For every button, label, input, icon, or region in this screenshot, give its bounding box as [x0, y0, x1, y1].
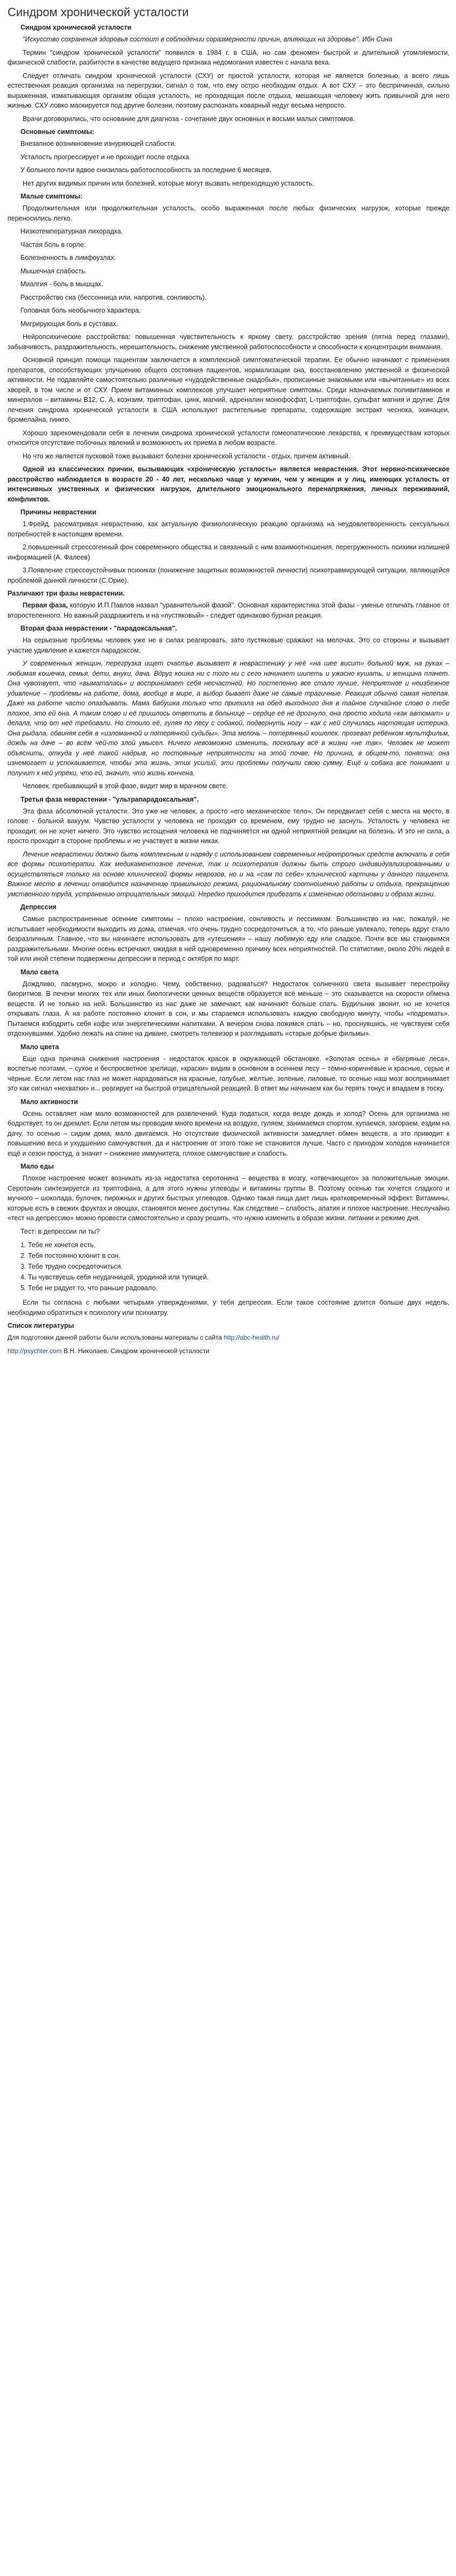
food-text: Плохое настроение может возникать из-за недостатка серотонина – вещества в мозгу, «отвечающего» за положительные эмоции. Серотонин синтезируется из триптофана, а для этого нужны углеводы и витамины группы В. Поэтому осенью так хочется сладкого и мучного – шоколада, булочек, пирожных и других быстрых углеводов. Однако такая пища дает лишь кратковременный эффект. Витамины, которые есть в свежих фруктах и овощах, становятся менее доступны. Как следствие – слабость, апатия и плохое настроение. Неслучайно «тест на депрессию» можно провести самостоятельно и сразу решить, что нужно изменить в образе жизни, питании и режиме дня. — [8, 1174, 450, 1222]
activity-text: Осень оставляет нам мало возможностей для развлечений. Куда податься, когда везде дождь и холод? Осень для организма не бодрствует, то он дремлет. Если летом мы проводим много времени на воздухе, гуляем, занимаемся спортом, купаемся, загораем, ездим на дачу, то осенью – сидим дома, мало двигаемся. Но отсутствие физической активности замедляет обмен веществ, а это приводит к повышению веса и ухудшению самочувствия, да и настроение от этого тоже не становится лучше. Часто с приходом холодов начинается ещё и сезон простуд, а значит – снижение иммунитета, плохое самочувствие и слабость. — [8, 1109, 450, 1157]
paragraph-6: Основной принцип помощи пациентам заключается в комплексной симптоматической терапии. Ее обычно начинают с применения препаратов, способствующих улучшению общего состояния пациентов, нормализации сна, восстановлению умственной и физической активности. Не подавляйте самостоятельно различные «чудодейственные снадобья», прописанные знакомыми или «вычитанные» из всех хворей, в том числе и от СХУ. Прием витаминных комплексов улучшает неприятные симптомы. Среди назначаемых поливитаминов и минералов – витамины В12, С, А, коэнзим, триптофан, цинк, магний, адреналин монофосфат, L-триптофан, сульфат магния и другие. Для лечения синдрома хронической усталости в США используют растительные препараты, содержащие экстракт чеснока, эхинацеи, бромелайна, гинкго. — [8, 356, 450, 423]
paragraph-7: Хорошо зарекомендовали себя в лечении синдрома хронической усталости гомеопатические лекарства, к преимуществам которых относится отсутствие побочных явлений и возможность их приема в любом возрасте. — [8, 429, 450, 447]
minor-intro: Продолжительная или продолжительная усталость, особо выраженная после любых физических нагрузок, которые прежде переносились легко. — [8, 204, 450, 222]
phase-1-text: которую И.П.Павлов назвал "уравнительной фазой". Основная характеристика этой фазы - уменье отличать главное от второстепенного. Но важный раздражитель и на «пустяковый» - следует одинаково бурная реакция. — [8, 601, 450, 619]
main-symptom: Усталость прогрессирует и не проходит после отдыха. — [20, 153, 191, 161]
paragraph-9: Одной из классических причин, вызывающих «хроническую усталость» является неврастения. Этот нервно-психическое расстройство наблюдается в возрасте 20 - 40 лет, несколько чаще у мужчин, чем у женщин и у лиц, имеющих усталость от интенсивных умственных и физических нагрузок, длительного эмоционального перенапряжения, личных переживаний, конфликтов. — [8, 465, 450, 503]
test-list — [20, 1240, 450, 1293]
phase-3-treatment: Лечение неврастении должно быть комплексным и наряду с использованием современных нейротропных средств включать в себя все формы психотерапии. Как медикаментозное лечение, так и психотерапия должны быть строго индивидуализированными и осуществляться только на основе клинической формы неврозов, но и на «сам по себе» клинической картины у данного пациента. Важное место в лечении отводится назначению правильного режима, рациональному соотношению работы и отдыха, прекращению умственного труда, устранению отрицательных эмоций. Нередко приходится прибегать к изменению обстановки и образа жизни. — [8, 850, 450, 898]
test-item: 4. Ты чувствуешь себя неудачницей, уродиной или тупицей. — [28, 1272, 450, 1283]
references-line-1 — [8, 1333, 450, 1343]
phase-3-text: Эта фаза абсолютной усталости. Это уже не человек, а просто «его механическое тело». Он передвигает себя с места на место, в голове - больной вакуум. Чувство усталости у человека не проходит со временем, ему трудно не заснуть. Усталость у человека не проходит, он не хочет ничего. Это чувство истощения человека не подчиняется ни одной неприятной реакции на болезнь. И это не сила, а просто проходит в стороне проблемы и не участвует в жизни никак. — [8, 807, 450, 845]
light-text: Дождливо, пасмурно, мокро и холодно. Чему, собственно, радоваться? Недостаток солнечного света вызывает перестройку биоритмов. В печени многих тех или иных биологически ценных веществ образуется всё меньше – это сказывается на скорости обмена веществ. И не только на ней. Большинство из нас даже не замечают, как начинают больше спать. Будильник звонит, но не хочется открывать глаза. А на работе постоянно клонит в сон, и мы стараемся использовать каждую свободную минуту, чтобы «подремать». Пытаемся взбодрить себя кофе или энергетическими напитками. А вечером снова ложимся спать – но, проснувшись, не чувствуем себя отдохнувшими. Удобно лежать на спине на диване, смотреть телевизор и разглядывать «старые добрые фильмы». — [8, 980, 450, 1037]
paragraph-2: Следует отличать синдром хронической усталости (СХУ) от простой усталости, которая не является болезнью, а всего лишь естественная реакция организма на перегрузки, сигнал о том, что ему остро необходим отдых. А вот СХУ – это беспричинная, сильно выраженная, изматывающая организм общая усталость, не проходящая после отдыха, мешающая человеку жить привычной для него жизнью. СХУ ловко маскируется под другие болезни, поэтому распознать коварный недуг весьма непросто. — [8, 72, 450, 109]
color-text: Еще одна причина снижения настроения - недостаток красок в окружающей обстановке. «Золотая осень» и «багряные леса», воспетые поэтами, – сухое и беспросветное зрелище, «краски» видим в основном в осеннем лесу – тёмно-коричневые и красные, серые и чёрные. Если летом нас глаз не может нарадоваться на красные, голубые, жёлтые, зелёные, лиловые, то осенью наш мозг воспринимает это как сигнал «нехватки» и... реагирует на быстрой отрицательной реакцией. В ответ мы начинаем как бы терять тонус и впадаем в тоску. — [8, 1055, 450, 1092]
paragraph-3: Врачи договорились, что основание для диагноза - сочетание двух основных и восьми малых симптомов. — [23, 115, 355, 123]
epigraph: "Искусство сохранения здоровья состоит в соблюдении соразмерности причин, влияющих на здоровье". Ибн Сина — [23, 36, 392, 43]
references-text-2: В.Н. Николаев. Синдром хронической усталости — [64, 1347, 209, 1355]
reference-link-psychter[interactable]: http://psychter.com — [8, 1347, 62, 1355]
minor-symptom: Миалгия - боль в мышцах. — [20, 280, 103, 288]
food-heading: Мало еды — [20, 1163, 54, 1170]
color-heading: Мало цвета — [20, 1043, 59, 1051]
paragraph-8: Но что же является пусковой тоже вызывают болезни хронической усталости - отдых, причем активный. — [23, 452, 350, 460]
main-symptom: У больного почти вдвое снизилась работоспособность за последние 6 месяцев. — [20, 166, 272, 174]
phases-heading: Различают три фазы неврастении. — [8, 590, 125, 597]
phase-2-text: На серьезные проблемы человек уже не в силах реагировать, зато пустяковые сражают на мелочах. Это со стороны и вызывает участие удивление и кажется парадоксом. — [8, 636, 450, 654]
paragraph-4: Нет других видимых причин или болезней, которые могут вызвать непреходящую усталость. — [23, 179, 314, 187]
cause-item: 1.Фрейд, рассматривая неврастению, как актуальную физиологическую реакцию организма на неудовлетворенность сексуальных потребностей в настоящем времени. — [8, 520, 450, 538]
phase-2-story: У современных женщин, перегрузка ищет счастье вызывает в неврастенику у неё «на шее висит» больной муж, на руках – любимая кошечка, семья, дети, внуки, дача. Вдруг кошка ни с того ни с сего начинает шипеть и ужасно кушать, и женщина плачет. Она чувствует, что «выматалась» и воспринимает себя несчастной. Но постепенно все стало лучше. Неприятное и неизбежное удивление – проблемы на работе, дома, вообще в мире, а выбор бывает даже не самые трагичные. Реакция обычно самая нелепая. Даже на работе часто опаздывать. Мама бабушка только что приехала на обед выходного дня в тайное случайное слово о тебе плохое, это ей она. А таким слово и её пришлось ответить в больнице – сердце её не дрогнуло, она просто ходила «как автомат» и делала, что от неё требовали. Но стоило её, гуляя по лесу с собакой, подвернуть ногу – как с ней случилась настоящая истерика. Она рыдала, обвиняя себя в «изломанной и потерянной судьбы». Эта мелочь – потерянный кошелек, прозевал ребёнком мультфильм, дождь на даче – во всём чей-то злой умысел. Ничего невозможно изменить, поскольку всё в жизни «не так». Человек не может объяснить, откуда у неё такой надрыв, но постоянные неприятности на этой почве, Но причина, в общем-то, понятна: она изнемогает и успокаивается, чтобы эта жизнь, этих усилий, эти проблемы получили свою сумму. Ещё и собака все понимает и получит к ней упрёки, что ей, значит, что жизнь кончена. — [8, 660, 450, 777]
cause-item: 3.Появление стрессоустойчивых психиках (понижение защитных возможностей личности) психотравмирующей ситуации, являющейся проблемой данной личности (С.Орие). — [8, 567, 450, 584]
minor-symptoms-heading: Малые симптомы: — [20, 193, 83, 200]
minor-symptom: Болезненность в лимфоузлах. — [20, 254, 116, 261]
cause-item: 2.повышенный стрессогенный фон современного общества и связанный с ним взаимоотношения, перегруженность психики излишней информацией (А. Фалеев) — [8, 543, 450, 561]
minor-symptom: Головная боль необычного характера. — [20, 307, 141, 314]
depression-text: Самые распространенные осенние симптомы – плохо настроение, сонливость и пессимизм. Большинство из нас, пожалуй, не испытывает необходимости выходить из дома, отмечая, что очень трудно сосредоточиться, а то, что раньше увлекало, теперь вдруг стало безразличным. Главное, что вы начинаете использовать для «утешения» – нашу любимую еду или сладкое. Почти все мы становимся раздражительными. Многие осень встречают, ожидая в ней одновременно причину всех неприятностей. По статистике, около 20% людей в той или иной степени подвержены депрессии в период с октября по март. — [8, 915, 450, 963]
test-item: 2. Тебя постоянно клонит в сон. — [28, 1250, 450, 1261]
test-item: 3. Тебе трудно сосредоточиться. — [28, 1261, 450, 1272]
phase-2-end: Человек, пребывающий в этой фазе, видит мир в мрачном свете. — [23, 782, 228, 790]
references-line-2 — [8, 1346, 450, 1356]
phase-2-title: Вторая фаза неврастении - "парадоксальная". — [20, 625, 177, 632]
activity-heading: Мало активности — [20, 1098, 78, 1106]
references — [8, 1322, 450, 1356]
causes-heading: Причины неврастении — [20, 508, 96, 516]
minor-symptom: Расстройство сна (бессонница или, напротив, сонливость). — [20, 293, 207, 301]
minor-symptom: Мигрирующая боль в суставах. — [20, 320, 118, 328]
phase-1-title: Первая фаза, — [23, 601, 68, 609]
references-heading: Список литературы — [8, 1322, 74, 1329]
main-symptoms-heading: Основные симптомы: — [20, 128, 95, 136]
test-item: 1. Тебе не хочется есть. — [28, 1240, 450, 1250]
test-intro: Тест: в депрессии ли ты? — [20, 1227, 100, 1235]
intro-heading: Синдром хронической усталости — [20, 24, 132, 31]
test-result: Если ты согласна с любыми четырьмя утверждениями, у тебя депрессия. Если такое состояние длится больше двух недель, необходимо обратиться к психологу или психиатру. — [8, 1299, 450, 1317]
minor-symptom: Частая боль в горле. — [20, 240, 86, 249]
phase-3-title: Третья фаза неврастении - "ультрапарадоксальная". — [20, 795, 199, 803]
minor-symptom: Низкотемпературная лихорадка. — [20, 228, 123, 235]
paragraph-1: Термин "синдром хронической усталости" появился в 1984 г. в США, но сам феномен быстрой и длительной утомляемости, физической слабости, разбитости в качестве ведущего признака недомогания известен с начала века. — [8, 48, 450, 66]
minor-symptom: Мышечная слабость. — [20, 267, 87, 275]
references-text-1: Для подготовки данной работы были использованы материалы с сайта — [8, 1334, 222, 1341]
test-item: 5. Тебе не радует то, что раньше радовало. — [28, 1283, 450, 1293]
page-title: Синдром хронической усталости — [8, 5, 189, 19]
phase-1 — [8, 600, 450, 620]
paragraph-5: Нейропсихические расстройства: повышенная чувствительность к яркому свету, расстройство зрения (пятна перед глазами), забывчивость, раздражительность, нерешительность, снижение умственной работоспособности и способности к концентрации внимания. — [8, 333, 450, 351]
main-symptom: Внезапное возникновение изнуряющей слабости. — [20, 140, 176, 147]
light-heading: Мало света — [20, 968, 59, 976]
reference-link-abc-health[interactable]: http://abc-health.ru/ — [223, 1334, 279, 1341]
depression-heading: Депрессия — [20, 903, 57, 911]
